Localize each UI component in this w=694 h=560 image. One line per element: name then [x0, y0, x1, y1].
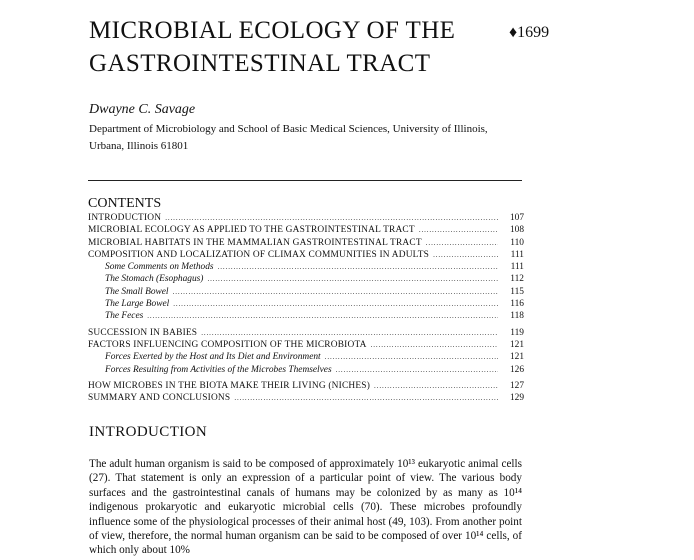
toc-entry [88, 224, 524, 236]
affiliation-line-1: Department of Microbiology and School of Basic Medical Sciences, University of Illinois, [89, 123, 488, 135]
table-of-contents [88, 212, 524, 404]
toc-entry-label: MICROBIAL ECOLOGY AS APPLIED TO THE GASTROINTESTINAL TRACT [88, 225, 415, 236]
toc-leader-dots [218, 261, 498, 273]
toc-entry [88, 339, 524, 351]
title-line-1: MICROBIAL ECOLOGY OF THE [89, 17, 456, 44]
author-name: Dwayne C. Savage [89, 102, 196, 117]
toc-leader-dots [371, 339, 498, 351]
toc-entry-page: 126 [509, 364, 524, 375]
toc-entry-page: 112 [510, 274, 524, 285]
toc-entry-page: 111 [510, 249, 524, 260]
toc-leader-dots [173, 286, 498, 298]
toc-leader-dots [336, 364, 498, 376]
toc-entry [88, 298, 524, 310]
affiliation-line-2: Urbana, Illinois 61801 [89, 140, 189, 152]
toc-entry-label: Forces Resulting from Activities of the Microbes Themselves [105, 364, 332, 375]
introduction-body [89, 457, 522, 558]
article-title [89, 14, 455, 80]
toc-entry-page: 127 [509, 380, 524, 391]
toc-entry-page: 118 [510, 311, 524, 322]
toc-entry-page: 129 [509, 393, 524, 404]
toc-entry-page: 111 [510, 262, 524, 273]
toc-entry-page: 116 [510, 299, 524, 310]
toc-leader-dots [147, 310, 498, 322]
toc-entry [88, 380, 524, 392]
toc-entry [88, 286, 524, 298]
toc-leader-dots [165, 212, 498, 224]
toc-entry-page: 115 [510, 286, 524, 297]
section-divider [88, 180, 522, 181]
toc-entry [88, 327, 524, 339]
introduction-heading: INTRODUCTION [89, 424, 208, 440]
toc-entry-page: 119 [510, 327, 524, 338]
toc-entry [88, 237, 524, 249]
toc-entry-page: 110 [510, 237, 524, 248]
toc-entry-label: INTRODUCTION [88, 213, 162, 223]
toc-entry [88, 351, 524, 363]
toc-entry-label: Forces Exerted by the Host and Its Diet and Environment [105, 352, 321, 363]
toc-leader-dots [201, 327, 498, 339]
toc-entry-label: SUMMARY AND CONCLUSIONS [88, 393, 231, 404]
toc-entry-page: 121 [509, 352, 524, 363]
toc-leader-dots [419, 224, 498, 236]
toc-leader-dots [207, 273, 498, 285]
toc-entry-label: COMPOSITION AND LOCALIZATION OF CLIMAX COMMUNITIES IN ADULTS [88, 249, 430, 260]
toc-entry-label: MICROBIAL HABITATS IN THE MAMMALIAN GASTROINTESTINAL TRACT [88, 237, 422, 248]
introduction-paragraph: The adult human organism is said to be composed of approximately 10¹³ eukaryotic animal cells (27). That statement is only an expression of a particular point of view. The various body surfaces and the gastrointestinal canals of humans may be colonized by as many as 10¹⁴ indigenous prokaryotic and eukaryotic microbial cells (70). These microbes profoundly influence some of the physiological processes of their animal host (49, 103). From another point of view, therefore, the normal human organism can be said to be composed of over 10¹⁴ cells, of which only about 10% [89, 458, 522, 557]
toc-entry-label: Some Comments on Methods [105, 262, 214, 273]
contents-heading: CONTENTS [88, 196, 162, 211]
toc-leader-dots [234, 392, 498, 404]
toc-entry [88, 261, 524, 273]
article-code: ♦1699 [509, 24, 550, 41]
toc-entry-page: 108 [509, 225, 524, 236]
toc-entry [88, 273, 524, 285]
title-line-2: GASTROINTESTINAL TRACT [89, 50, 431, 77]
toc-leader-dots [374, 380, 498, 392]
toc-entry-page: 121 [509, 339, 524, 350]
toc-entry-label: FACTORS INFLUENCING COMPOSITION OF THE MICROBIOTA [88, 339, 367, 350]
toc-entry-label: The Small Bowel [105, 286, 169, 297]
toc-entry [88, 249, 524, 261]
toc-leader-dots [173, 298, 498, 310]
toc-entry-label: SUCCESSION IN BABIES [88, 327, 198, 338]
author-affiliation [89, 121, 539, 155]
toc-entry [88, 364, 524, 376]
toc-leader-dots [433, 249, 498, 261]
toc-entry-label: The Stomach (Esophagus) [105, 274, 204, 285]
toc-entry-label: The Feces [105, 311, 144, 322]
toc-entry [88, 212, 524, 224]
toc-entry-label: HOW MICROBES IN THE BIOTA MAKE THEIR LIVING (NICHES) [88, 380, 371, 391]
toc-entry-label: The Large Bowel [105, 299, 170, 310]
toc-leader-dots [325, 351, 498, 363]
toc-entry-page: 107 [509, 213, 524, 223]
toc-leader-dots [426, 237, 498, 249]
toc-entry [88, 310, 524, 322]
toc-entry [88, 392, 524, 404]
